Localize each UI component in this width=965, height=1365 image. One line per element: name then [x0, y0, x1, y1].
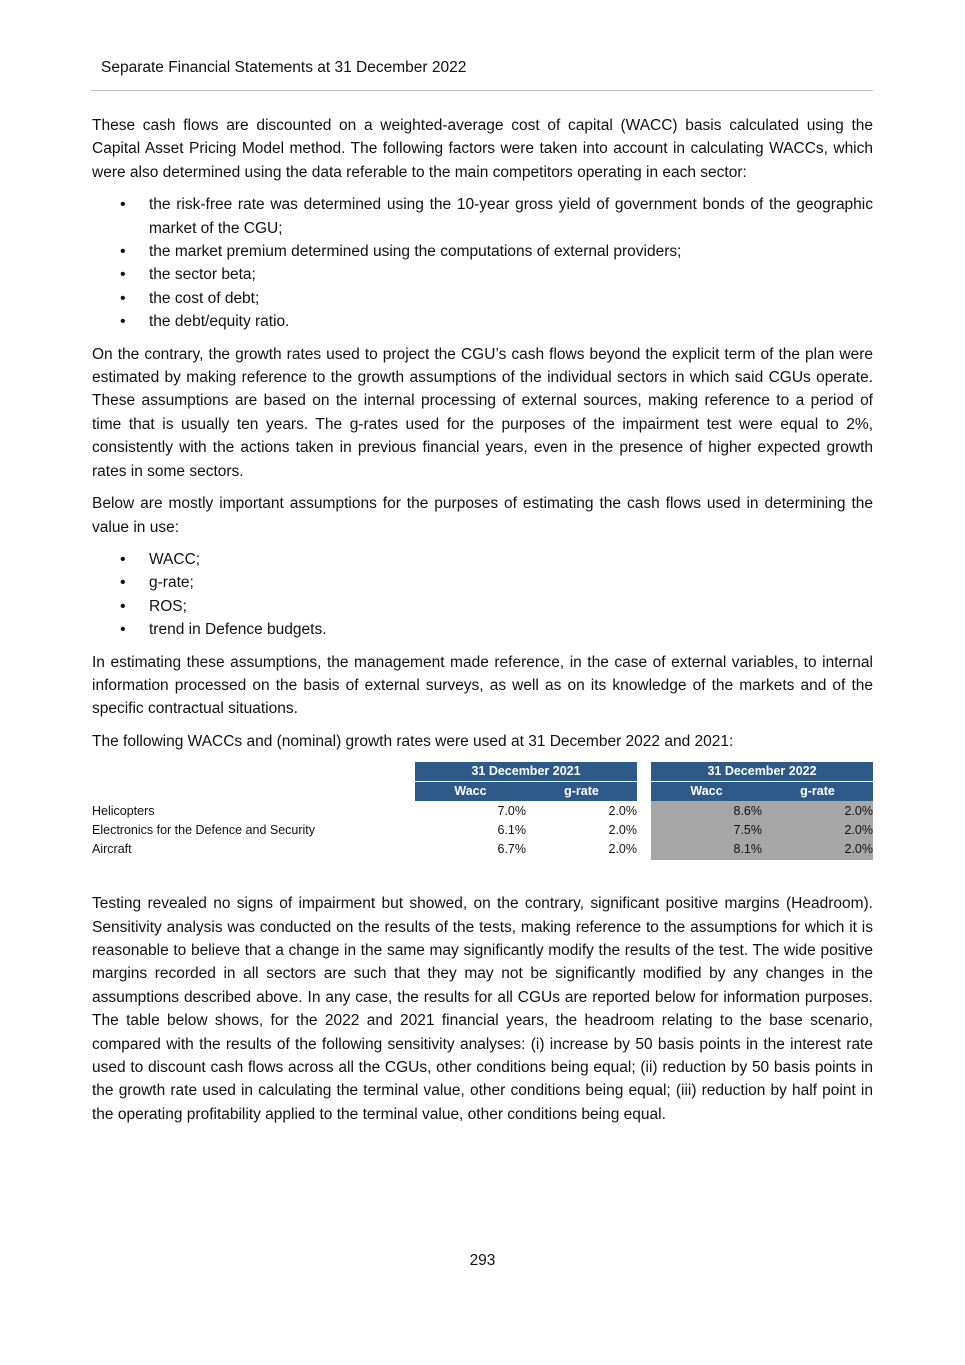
- paragraph-testing-results: Testing revealed no signs of impairment but showed, on the contrary, significant positive margins (Headroom). Sensitivity analysis was conducted on the results of the tests, making reference to the assumptions for which it is reasonable to believe that a change in the same may significantly modify the results of the test. The wide positive margins recorded in all sectors are such that they may not be significantly modified by any changes in the assumptions described above. In any case, the results for all CGUs are reported below for information purposes. The table below shows, for the 2022 and 2021 financial years, the headroom relating to the base scenario, compared with the results of the following sensitivity analyses: (i) increase by 50 basis points in the interest rate used to discount cash flows across all the CGUs, other conditions being equal; (ii) reduction by 50 basis points in the growth rate used in calculating the terminal value, other conditions being equal; (iii) reduction by half point in the operating profitability applied to the terminal value, other conditions being equal.: [92, 895, 873, 1123]
- paragraph-management-estimates: In estimating these assumptions, the management made reference, in the case of external variables, to internal information processed on the basis of external surveys, as well as on its knowledge of the markets and of the specific contractual situations.: [92, 653, 873, 718]
- table-row-label: Electronics for the Defence and Security: [92, 823, 316, 838]
- table-cell-grate-2022: 2.0%: [844, 842, 873, 857]
- table-cell-grate-2021: 2.0%: [608, 842, 637, 857]
- page-body: [92, 114, 873, 1135]
- table-column-header-grate-2021: g-rate: [526, 782, 637, 801]
- table-cell-wacc-2022: 8.6%: [733, 804, 762, 819]
- header-divider: [91, 90, 873, 91]
- list-item: • the market premium determined using the computations of external providers;: [92, 240, 873, 263]
- list-item: • ROS;: [92, 595, 873, 618]
- table-group-header-2022: 31 December 2022: [651, 762, 873, 781]
- table-column-header-wacc-2022: Wacc: [651, 782, 762, 801]
- list-item: • g-rate;: [92, 571, 873, 594]
- table-column-header-grate-2022: g-rate: [762, 782, 873, 801]
- table-group-header-2021: 31 December 2021: [415, 762, 637, 781]
- wacc-growth-table: [92, 762, 873, 862]
- table-cell-grate-2022: 2.0%: [844, 823, 873, 838]
- table-cell-wacc-2022: 8.1%: [733, 842, 762, 857]
- list-item: • trend in Defence budgets.: [92, 618, 873, 641]
- table-row-label: Aircraft: [92, 842, 132, 857]
- list-item: • WACC;: [92, 548, 873, 571]
- table-column-header-wacc-2021: Wacc: [415, 782, 526, 801]
- table-cell-wacc-2021: 6.7%: [497, 842, 526, 857]
- paragraph-table-intro: The following WACCs and (nominal) growth rates were used at 31 December 2022 and 2021:: [92, 732, 734, 750]
- table-cell-wacc-2021: 7.0%: [497, 804, 526, 819]
- table-cell-grate-2022: 2.0%: [844, 804, 873, 819]
- table-cell-grate-2021: 2.0%: [608, 823, 637, 838]
- list-item: • the risk-free rate was determined using the 10-year gross yield of government bonds of the geographic market of the CGU;: [92, 193, 873, 240]
- list-item: • the sector beta;: [92, 263, 873, 286]
- table-cell-wacc-2021: 6.1%: [497, 823, 526, 838]
- page-header-title: Separate Financial Statements at 31 December 2022: [101, 59, 467, 76]
- paragraph-growth-rates: On the contrary, the growth rates used to project the CGU’s cash flows beyond the explicit term of the plan were estimated by making reference to the growth assumptions of the individual sectors in which said CGUs operate. These assumptions are based on the internal processing of external sources, making reference to a period of time that is usually ten years. The g-rates used for the purposes of the impairment test were equal to 2%, consistently with the actions taken in previous financial years, even in the presence of higher expected growth rates in some sectors.: [92, 345, 873, 480]
- paragraph-assumptions-intro: Below are mostly important assumptions for the purposes of estimating the cash flows used in determining the value in use:: [92, 495, 873, 536]
- paragraph-wacc-intro: These cash flows are discounted on a weighted-average cost of capital (WACC) basis calculated using the Capital Asset Pricing Model method. The following factors were taken into account in calculating WACCs, which were also determined using the data referable to the main competitors operating in each sector:: [92, 117, 873, 181]
- page-number: 293: [469, 1252, 496, 1269]
- table-row-label: Helicopters: [92, 804, 155, 819]
- list-item: • the cost of debt;: [92, 287, 873, 310]
- list-item: • the debt/equity ratio.: [92, 310, 873, 333]
- assumptions-list: [92, 548, 873, 642]
- table-cell-wacc-2022: 7.5%: [733, 823, 762, 838]
- wacc-factors-list: [92, 193, 873, 333]
- table-cell-grate-2021: 2.0%: [608, 804, 637, 819]
